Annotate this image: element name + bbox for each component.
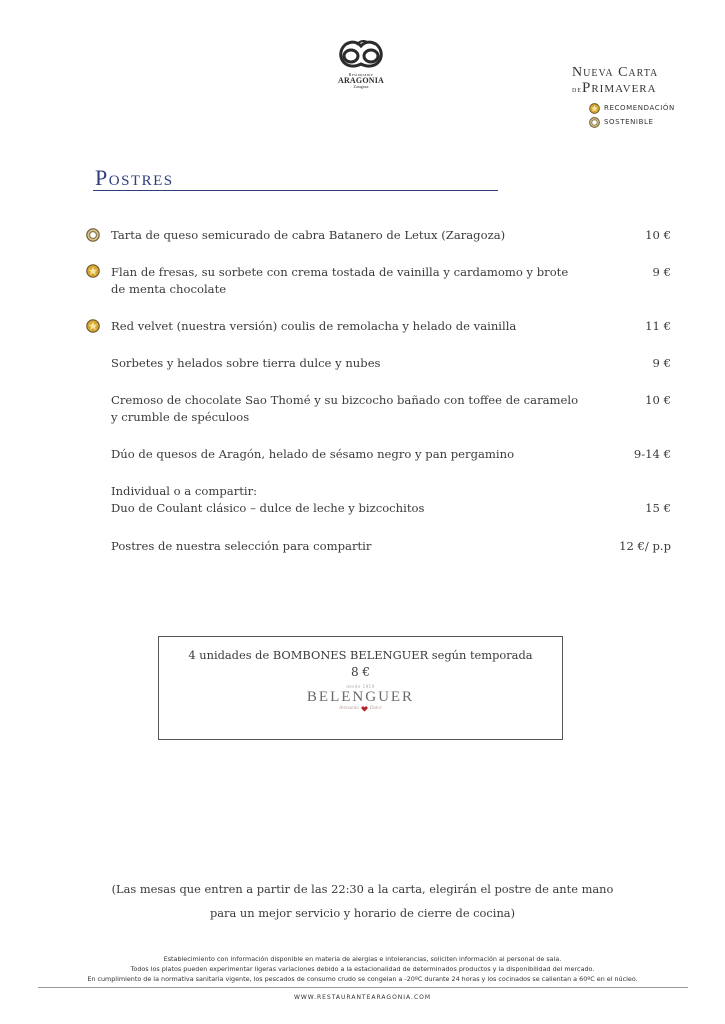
belenguer-logo: [301, 684, 421, 712]
footer-note-line2: para un mejor servicio y horario de cierre de cocina): [209, 906, 516, 920]
menu-item-price: 10 €: [645, 393, 671, 407]
leaf-badge-icon: [589, 117, 600, 128]
menu-item-price: 9 €: [652, 265, 671, 279]
menu-item-name: Duo de Coulant clásico – dulce de leche y bizcochitos: [111, 501, 425, 515]
belenguer-sig-right: Dulce: [369, 706, 382, 711]
menu-item-name: Tarta de queso semicurado de cabra Batanero de Letux (Zaragoza): [111, 228, 506, 242]
menu-item-note: Individual o a compartir:: [111, 484, 258, 498]
legend-recomendacion: [589, 101, 675, 115]
heart-icon: [361, 706, 368, 712]
menu-item-name: Flan de fresas, su sorbete con crema tostada de vainilla y cardamomo y brote de menta chocolate: [111, 265, 569, 296]
section-title: Postres: [95, 165, 174, 190]
carta-primavera-line: [572, 81, 658, 96]
carta-de: de: [572, 84, 582, 94]
menu-item: [111, 446, 671, 463]
logo-line1: Restaurante: [348, 72, 374, 77]
menu-item-price: 12 €/ p.p: [619, 539, 671, 553]
legend: [589, 101, 675, 129]
menu-item: [111, 392, 671, 426]
carta-primavera: Primavera: [582, 80, 657, 96]
logo-line3: Zaragoza: [353, 84, 369, 89]
menu-item-name: Red velvet (nuestra versión) coulis de remolacha y helado de vainilla: [111, 319, 517, 333]
belenguer-signature: [301, 706, 421, 712]
restaurant-logo: [328, 40, 394, 104]
menu-item: [111, 483, 671, 517]
sostenible-marker-icon: [86, 228, 100, 242]
menu-item-price: 10 €: [645, 228, 671, 242]
belenguer-brand: BELENGUER: [306, 689, 415, 705]
menu-item-price: 9-14 €: [633, 447, 671, 461]
belenguer-sig-left: Artesanía: [339, 706, 359, 711]
carta-nueva: Nueva Carta: [572, 65, 659, 80]
star-badge-icon: [589, 103, 600, 114]
menu-item: [111, 227, 671, 244]
legend-recomendacion-label: RECOMENDACIÓN: [604, 104, 675, 112]
bombones-box: [158, 636, 563, 740]
menu-item-name: Postres de nuestra selección para compartir: [111, 539, 372, 553]
menu-item-name: Dúo de quesos de Aragón, helado de sésamo negro y pan pergamino: [111, 447, 515, 461]
legal-line: En cumplimiento de la normativa sanitaria vigente, los pescados de consumo crudo se congelan a -20ºC durante 24 horas y los cocinados se calientan a 60ºC en el núcleo.: [87, 975, 638, 983]
menu-item-name: Cremoso de chocolate Sao Thomé y su bizcocho bañado con toffee de caramelo y crumble de spéculoos: [111, 393, 579, 424]
legend-sostenible: [589, 115, 675, 129]
belenguer-tagline: desde 1919: [346, 684, 375, 689]
legal-line: Establecimiento con información disponible en materia de alergias e intolerancias, soliciten información al personal de sala.: [163, 955, 562, 963]
menu-item-name: Sorbetes y helados sobre tierra dulce y nubes: [111, 356, 381, 370]
menu-item: [111, 538, 671, 555]
menu-item: [111, 318, 671, 335]
bombones-price: 8 €: [350, 665, 371, 679]
menu-item: [111, 355, 671, 372]
footer-divider: [38, 987, 688, 988]
menu-item-price: 11 €: [645, 319, 671, 333]
menu-item-price: 15 €: [645, 501, 671, 515]
legal-line: Todos los platos pueden experimentar ligeras variaciones debido a la estacionalidad de determinados productos y la disponibilidad del mercado.: [130, 965, 595, 973]
section-divider: [93, 190, 498, 191]
menu-item: [111, 264, 671, 298]
bombones-text: 4 unidades de BOMBONES BELENGUER según temporada: [188, 648, 533, 662]
menu-item-price: 9 €: [652, 356, 671, 370]
footer-note-line1: (Las mesas que entren a partir de las 22:30 a la carta, elegirán el postre de ante mano: [111, 882, 614, 896]
recomendacion-marker-icon: [86, 264, 100, 278]
website-link[interactable]: WWW.RESTAURANTEARAGONIA.COM: [293, 994, 432, 1001]
logo-emblem-icon: [331, 40, 391, 72]
carta-heading: [572, 66, 658, 96]
recomendacion-marker-icon: [86, 319, 100, 333]
logo-line2: ARAGONIA: [337, 76, 385, 85]
legend-sostenible-label: SOSTENIBLE: [604, 118, 654, 126]
